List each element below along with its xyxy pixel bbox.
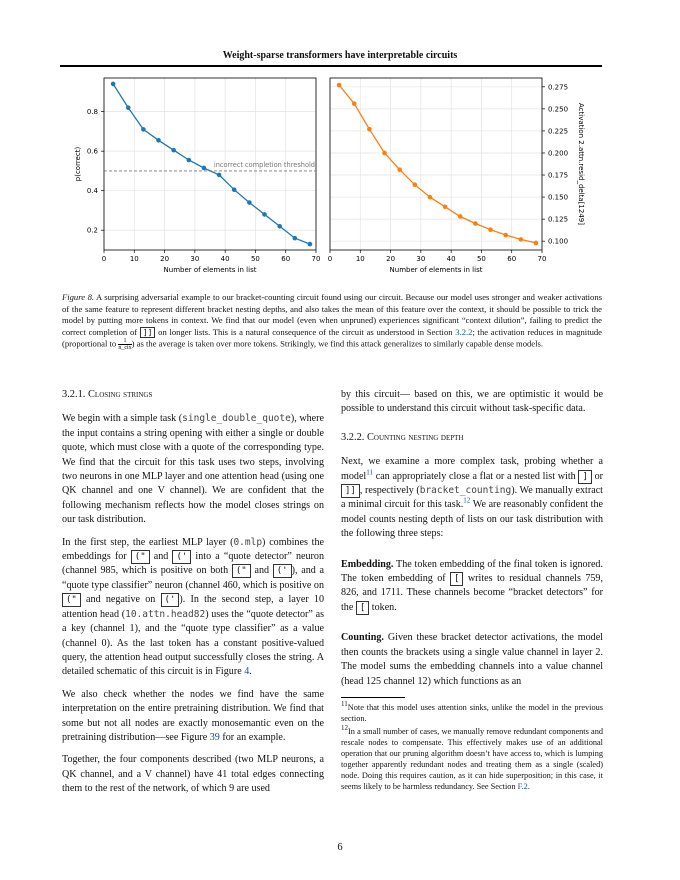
data-point	[202, 166, 207, 171]
run-in-heading-counting: Counting.	[341, 632, 384, 644]
data-point	[111, 82, 116, 87]
data-point	[413, 182, 418, 187]
text: or	[591, 470, 603, 482]
text: Next, we examine a more complex task, probing whether a model	[341, 456, 603, 482]
token-single-quote: ('	[161, 593, 180, 607]
text: We begin with a simple task (	[62, 413, 183, 425]
data-point	[308, 242, 313, 247]
token-double-quote: ("	[62, 593, 81, 607]
x-axis-label: Number of elements in list	[163, 266, 257, 274]
x-tick-label: 50	[250, 255, 260, 263]
paragraph-pretraining-check	[62, 688, 324, 746]
text: ), and a “quote type classifier” neuron (channel 460, which is positive on	[62, 565, 324, 591]
data-point	[503, 233, 508, 238]
x-tick-label: 50	[476, 255, 486, 263]
token-close-bracket: ]	[578, 470, 591, 484]
y-tick-label: 0.175	[548, 171, 569, 180]
text: ). In the second step, a layer 10 attention head (	[62, 594, 324, 620]
paragraph-edges: Together, the four components described (two MLP neurons, a QK channel, and a V channel) have 41 total edges connecting them to the rest of the network, of which 9 are used	[62, 754, 324, 795]
data-point	[443, 204, 448, 209]
y-tick-label: 0.200	[548, 149, 569, 158]
section-number: 3.2.2.	[341, 431, 367, 443]
x-tick-label: 40	[220, 255, 230, 263]
x-tick-label: 60	[507, 255, 517, 263]
text: into a “quote detector” neuron (channel 985, which is positive on both	[62, 551, 324, 577]
token-single-quote: ('	[172, 550, 191, 564]
data-point	[156, 138, 161, 143]
x-tick-label: 70	[537, 255, 547, 263]
x-tick-label: 10	[129, 255, 139, 263]
data-point	[382, 151, 387, 156]
text: and negative on	[80, 594, 161, 606]
running-title: Weight-sparse transformers have interpretable circuits	[222, 50, 458, 61]
paragraph-first-step	[62, 536, 324, 680]
text: writes to residual channels 759, 826, and 1711. These channels become “bracket detectors” for the	[341, 573, 603, 613]
section-f2-link[interactable]: F.2	[517, 781, 528, 791]
footnote-text: Note that this model uses attention sinks, unlike the model in the previous section.	[341, 702, 603, 723]
y-tick-label: 0.6	[86, 147, 98, 156]
figure-caption	[62, 292, 602, 351]
x-tick-label: 20	[160, 255, 170, 263]
data-point	[428, 195, 433, 200]
text: for an example.	[219, 731, 286, 743]
footnote-rule	[341, 697, 405, 698]
text: and	[149, 551, 173, 563]
text: ), where the input contains a string opening with either a single or double quote, which must close with a quote of the corresponding type. We find that the circuit for this task uses two steps, involving two neurons in one MLP layer and one attention head (using one QK channel and one V channel). We are confident that the following mechanism reflects how the model closes strings on our task distribution.	[62, 413, 324, 526]
text: token.	[369, 601, 397, 613]
page-number: 6	[337, 842, 343, 853]
token-double-quote: ("	[131, 550, 150, 564]
text: Given these bracket detector activations, the model then counts the brackets using a single value channel in layer 2. The model sums the embedding channels into a value channel (head 125 channel 12) which functions as an	[341, 632, 603, 687]
y-tick-label: 0.8	[86, 108, 98, 117]
x-tick-label: 30	[416, 255, 426, 263]
text: ) combines the embeddings for	[62, 536, 324, 563]
data-point	[126, 105, 131, 110]
data-point	[187, 158, 192, 163]
data-point	[352, 101, 357, 106]
task-name-code: single_double_quote	[182, 413, 291, 425]
y-tick-label: 0.150	[548, 193, 569, 202]
footnote-11	[341, 702, 603, 724]
caption-text-3: ; the activation reduces in magnitude (proportional to	[62, 326, 602, 349]
text: and	[250, 565, 273, 577]
data-point	[262, 212, 267, 217]
plot-left-p-correct	[74, 78, 320, 274]
paragraph-closing-strings-intro	[62, 412, 324, 527]
y-tick-label: 0.4	[86, 187, 98, 196]
data-point	[337, 83, 342, 88]
data-point	[534, 241, 539, 246]
y-tick-label: 0.2	[86, 226, 98, 235]
mlp-layer-code: 0.mlp	[233, 536, 263, 548]
figure-8-plots	[60, 70, 602, 282]
x-tick-label: 0	[327, 255, 333, 263]
y-tick-label: 0.225	[548, 127, 569, 136]
data-point	[397, 167, 402, 172]
caption-fraction	[118, 338, 131, 351]
header-rule	[60, 65, 602, 67]
section-title: Closing strings	[87, 389, 153, 400]
token-double-quote: ("	[232, 564, 251, 578]
footnote-12	[341, 726, 603, 792]
left-column	[62, 388, 324, 805]
text: , respectively (	[359, 485, 420, 497]
text: can appropriately close a flat or a nested list with	[372, 470, 579, 482]
section-heading-closing-strings	[62, 388, 324, 402]
data-point	[217, 173, 222, 178]
data-point	[473, 221, 478, 226]
data-point	[232, 187, 237, 192]
caption-label: Figure 8.	[62, 292, 95, 302]
x-tick-label: 0	[101, 255, 107, 263]
run-in-heading-embedding: Embedding.	[341, 558, 394, 570]
y-tick-label: 0.100	[548, 237, 569, 246]
caption-section-link[interactable]: 3.2.2	[455, 326, 473, 337]
x-tick-label: 40	[446, 255, 456, 263]
fraction-numerator: 1	[123, 338, 127, 345]
paragraph-nesting-intro	[341, 455, 603, 541]
y-axis-label: p(correct)	[74, 146, 82, 182]
x-tick-label: 70	[311, 255, 321, 263]
text: ) uses the “quote detector” as a key (channel 1), and the “quote type classifier” as a value (channel 0). As the last token has a constant positive-valued query, the attention head output successfully closes the string. A detailed schematic of this circuit is in Figure	[62, 608, 324, 678]
data-point	[519, 237, 524, 242]
caption-text-2: on longer lists. This is a natural consequence of the circuit as understood in Section	[155, 326, 456, 337]
x-tick-label: 60	[281, 255, 291, 263]
y-tick-label: 0.125	[548, 215, 569, 224]
footnote-12-marker[interactable]: 12	[463, 497, 471, 506]
text: The token embedding of the final token is ignored. The token embedding of	[341, 558, 603, 585]
text: We also check whether the nodes we find have the same interpretation on the entire pretraining distribution. We find that some but not all nodes are exactly monosemantic even on the pretraining distribution—see Figure	[62, 688, 324, 743]
caption-text-4: ) as the average is taken over more tokens. Strikingly, we find this attack generalizes to similarly capable dense models.	[131, 338, 544, 349]
data-point	[277, 224, 282, 229]
caption-text-1: A surprising adversarial example to our bracket-counting circuit found using our circuit. Because our model uses stronger and weaker activations of the same feature to represent different bracket nesting depths, and also takes the mean of this feature over the context, it should be possible to trick the model by putting more tokens in context. We find that our model (even when unpruned) experiences significant “context dilution”, failing to predict the correct completion of	[62, 292, 602, 337]
x-axis-label: Number of elements in list	[389, 266, 483, 274]
footnote-text: In a small number of cases, we manually remove redundant components and rescale nodes to compensate. This effectively makes use of an additional operation that our pruning algorithm doesn’t have access to, which is lumping together apparently redundant nodes and treating them as a single (scaled) node. Doing this requires caution, as it can hide superposition; in this case, it seems likely to be harmless redundancy. See Section	[341, 726, 603, 791]
paragraph-counting	[341, 631, 603, 689]
section-heading-counting-nesting	[341, 431, 603, 445]
token-open-bracket: [	[356, 601, 369, 615]
task-name-code: bracket_counting	[419, 485, 512, 497]
data-point	[293, 236, 298, 241]
section-number: 3.2.1.	[62, 389, 88, 400]
text: In the first step, the earliest MLP layer (	[62, 536, 234, 548]
threshold-label: incorrect completion threshold	[213, 160, 315, 169]
plot-right-activation	[328, 78, 585, 274]
y-tick-label: 0.250	[548, 105, 569, 114]
footnote-number: 11	[341, 700, 348, 709]
text: .	[249, 666, 252, 678]
data-point	[141, 127, 146, 132]
text: ). We manually extract a minimal circuit for this task.	[341, 485, 603, 511]
data-point	[171, 148, 176, 153]
data-point	[367, 127, 372, 132]
data-point	[458, 214, 463, 219]
footnote-11-marker[interactable]: 11	[366, 468, 373, 477]
plot-area	[330, 78, 542, 250]
y-axis-label: Activation 2.attn.resid_delta[1249]	[577, 103, 585, 225]
paragraph-continuation: by this circuit— based on this, we are optimistic it would be possible to understand this circuit without task-specific data.	[341, 389, 603, 415]
section-title: Counting nesting depth	[366, 431, 464, 443]
figure-39-link[interactable]: 39	[209, 731, 220, 743]
x-tick-label: 10	[355, 255, 365, 263]
footnote-number: 12	[341, 724, 348, 733]
token-open-bracket: [	[450, 572, 463, 586]
caption-token-close-brackets: ]]	[140, 327, 156, 338]
data-point	[247, 200, 252, 205]
token-single-quote: ('	[273, 564, 292, 578]
x-tick-label: 30	[190, 255, 200, 263]
fraction-denominator: n_ctx	[118, 345, 132, 352]
right-column	[341, 388, 603, 794]
text: We are reasonably confident the model counts nesting depth of lists on our task distribution with the following three steps:	[341, 499, 603, 540]
paragraph-embedding	[341, 558, 603, 616]
token-double-close-bracket: ]]	[341, 484, 360, 498]
text: .	[527, 781, 530, 791]
data-point	[488, 227, 493, 232]
figure-4-link[interactable]: 4	[244, 666, 250, 678]
y-tick-label: 0.275	[548, 83, 569, 92]
attention-head-code: 10.attn.head82	[125, 608, 206, 620]
x-tick-label: 20	[386, 255, 396, 263]
